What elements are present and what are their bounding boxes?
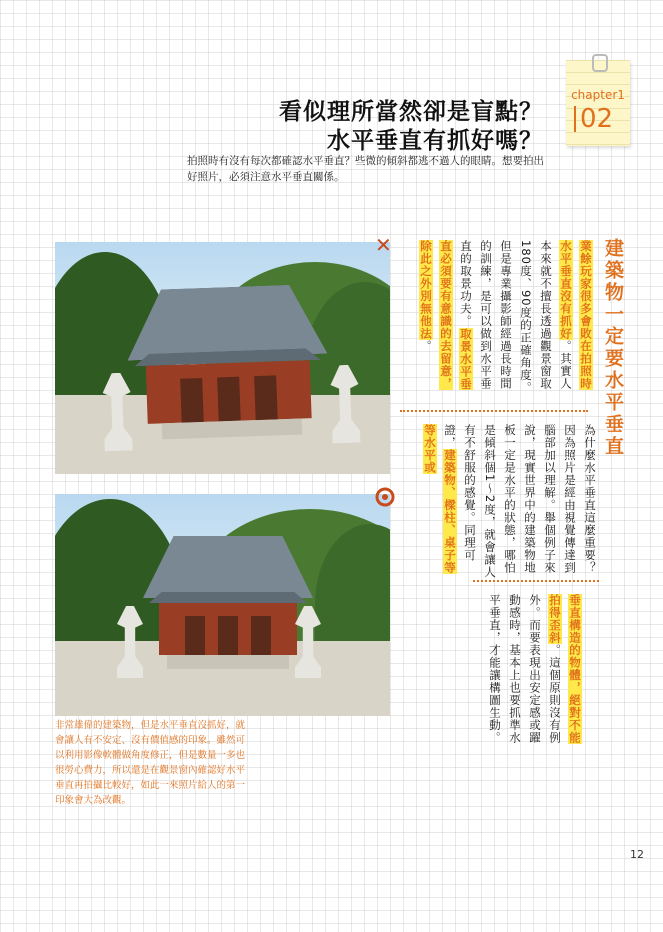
dotted-divider-2 [473,580,599,582]
page-number: 12 [630,848,644,861]
paper-clip-icon [592,54,608,72]
photo-tilted-temple [55,242,390,474]
body-block-1: 業餘玩家很多會敗在拍照時水平垂直沒有抓好。其實人本來就不擅長透過觀景窗取180度、90度的正確角度。但是專業攝影師經過長時間的訓練，是可以做到水平垂直的取景功夫。取景水平垂直必須要有意識的去留意，除此之外別無他法。 [419,240,593,395]
highlight-conscious-tip: 取景水平垂直必須要有意識的去留意，除此之外別無他法 [419,240,473,390]
page-title-line-2: 水平垂直有抓好嗎？ [327,128,543,154]
chapter-number: 02 [574,106,613,132]
photo-caption: 非常雄偉的建築物，但是水平垂直沒抓好，就會讓人有不安定、沒有價值感的印象。雖然可以利用影像軟體做角度修正，但是數量一多也很勞心費力，所以還是在觀景窗內確認好水平垂直再拍攝比較好，如此一來照片給人的第一印象會大為改觀。 [55,720,246,806]
highlight-no-tilt: 垂直構造的物體，絕對不能拍得歪斜 [548,594,582,744]
photo-level-temple [55,494,390,716]
body-block-3: 垂直構造的物體，絕對不能拍得歪斜。這個原則沒有例外。而要表現出安定感或躍動感時，基本上也要抓準水平垂直，才能讓構圖生動。 [488,594,582,744]
chapter-note [566,60,630,146]
bad-example-x-icon: ✕ [375,233,392,257]
chapter-label: chapter1 [571,88,625,102]
intro-text: 拍照時有沒有每次都確認水平垂直？些微的傾斜都逃不過人的眼睛。想要拍出好照片，必須注意水平垂直關係。 [187,155,544,183]
page-title-line-1: 看似理所當然卻是盲點？ [279,99,543,125]
good-example-circle-icon [375,487,395,507]
section-heading: 建築物一定要水平垂直 [602,238,624,458]
highlight-amateur-tip: 業餘玩家很多會敗在拍照時水平垂直沒有抓好 [559,240,593,390]
dotted-divider-1 [400,410,588,412]
highlight-structures: 建築物、樑柱、桌子等等水平或 [423,424,457,574]
body-block-2: 為什麼水平垂直這麼重要？因為照片是經由視覺傳達到腦部加以理解。舉個例子來說，現實世界中的建築物地板一定是水平的狀態，哪怕是傾斜個1～2度，就會讓人有不舒服的感覺。同理可證，建築物、樑柱、桌子等等水平或 [423,424,597,579]
